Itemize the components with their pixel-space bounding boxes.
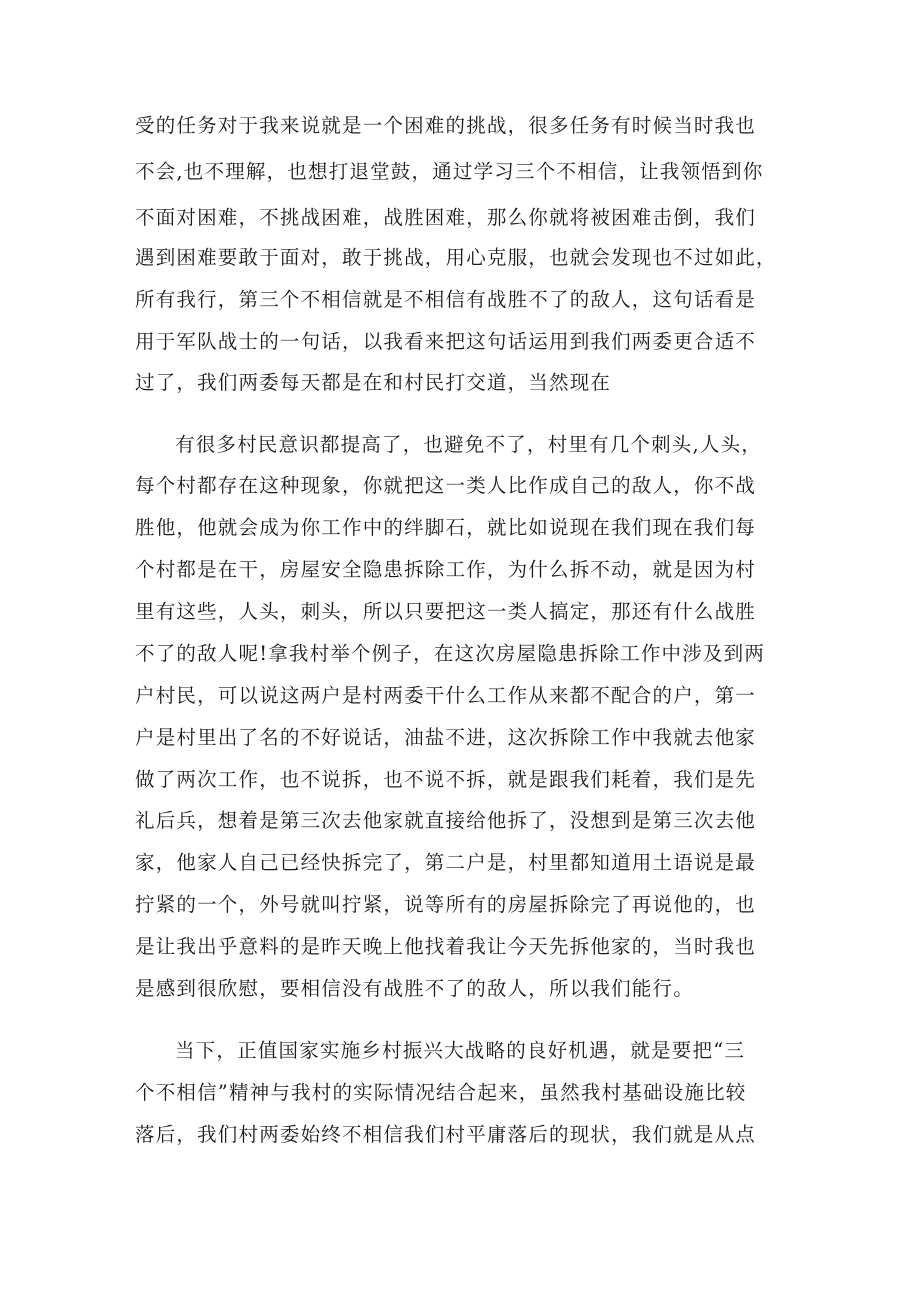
paragraph-2-line-2: 每个村都存在这种现象，你就把这一类人比作成自己的敌人，你不战 bbox=[135, 474, 757, 497]
paragraph-1-line-6: 用于军队战士的一句话，以我看来把这句话运用到我们两委更合适不 bbox=[135, 330, 757, 353]
paragraph-2-line-7: 户村民，可以说这两户是村两委干什么工作从来都不配合的户，第一 bbox=[135, 684, 757, 707]
paragraph-2-line-1: 有很多村民意识都提高了，也避免不了，村里有几个刺头,人头， bbox=[175, 433, 762, 456]
paragraph-1-line-7: 过了，我们两委每天都是在和村民打交道，当然现在 bbox=[135, 371, 612, 394]
paragraph-2-line-11: 家，他家人自己已经快拆完了，第二户是，村里都知道用土语说是最 bbox=[135, 851, 757, 874]
paragraph-2-line-13: 是让我出乎意料的是昨天晚上他找着我让今天先拆他家的，当时我也 bbox=[135, 935, 757, 958]
paragraph-2-line-4: 个村都是在干，房屋安全隐患拆除工作，为什么拆不动，就是因为村 bbox=[135, 558, 757, 581]
paragraph-2-line-5: 里有这些，人头，刺头，所以只要把这一类人搞定，那还有什么战胜 bbox=[135, 600, 757, 623]
paragraph-2-line-8: 户是村里出了名的不好说话，油盐不进，这次拆除工作中我就去他家 bbox=[135, 726, 757, 749]
paragraph-1-line-3: 不面对困难，不挑战困难，战胜困难，那么你就将被困难击倒，我们 bbox=[135, 206, 757, 229]
paragraph-2-line-12: 拧紧的一个，外号就叫拧紧，说等所有的房屋拆除完了再说他的，也 bbox=[135, 893, 757, 916]
paragraph-1-line-1: 受的任务对于我来说就是一个困难的挑战，很多任务有时候当时我也 bbox=[135, 114, 757, 137]
paragraph-2-line-9: 做了两次工作，也不说拆，也不说不拆，就是跟我们耗着，我们是先 bbox=[135, 768, 757, 791]
paragraph-2-line-3: 胜他，他就会成为你工作中的绊脚石，就比如说现在我们现在我们每 bbox=[135, 516, 757, 539]
document-body bbox=[135, 0, 795, 1301]
paragraph-3-line-3: 落后，我们村两委始终不相信我们村平庸落后的现状，我们就是从点 bbox=[135, 1123, 757, 1146]
paragraph-3-line-1: 当下，正值国家实施乡村振兴大战略的良好机遇，就是要把“三 bbox=[175, 1039, 746, 1062]
paragraph-1-line-5: 所有我行，第三个不相信就是不相信有战胜不了的敌人，这句话看是 bbox=[135, 288, 757, 311]
paragraph-1-line-4: 遇到困难要敢于面对，敢于挑战，用心克服，也就会发现也不过如此， bbox=[135, 246, 777, 269]
paragraph-2-line-10: 礼后兵，想着是第三次去他家就直接给他拆了，没想到是第三次去他 bbox=[135, 809, 757, 832]
paragraph-2-line-6: 不了的敌人呢!拿我村举个例子，在这次房屋隐患拆除工作中涉及到两 bbox=[135, 642, 766, 665]
paragraph-3-line-2: 个不相信”精神与我村的实际情况结合起来，虽然我村基础设施比较 bbox=[135, 1081, 747, 1104]
paragraph-1-line-2: 不会,也不理解，也想打退堂鼓，通过学习三个不相信，让我领悟到你 bbox=[135, 160, 764, 183]
paragraph-2-line-14: 是感到很欣慰，要相信没有战胜不了的敌人，所以我们能行。 bbox=[135, 977, 694, 1000]
